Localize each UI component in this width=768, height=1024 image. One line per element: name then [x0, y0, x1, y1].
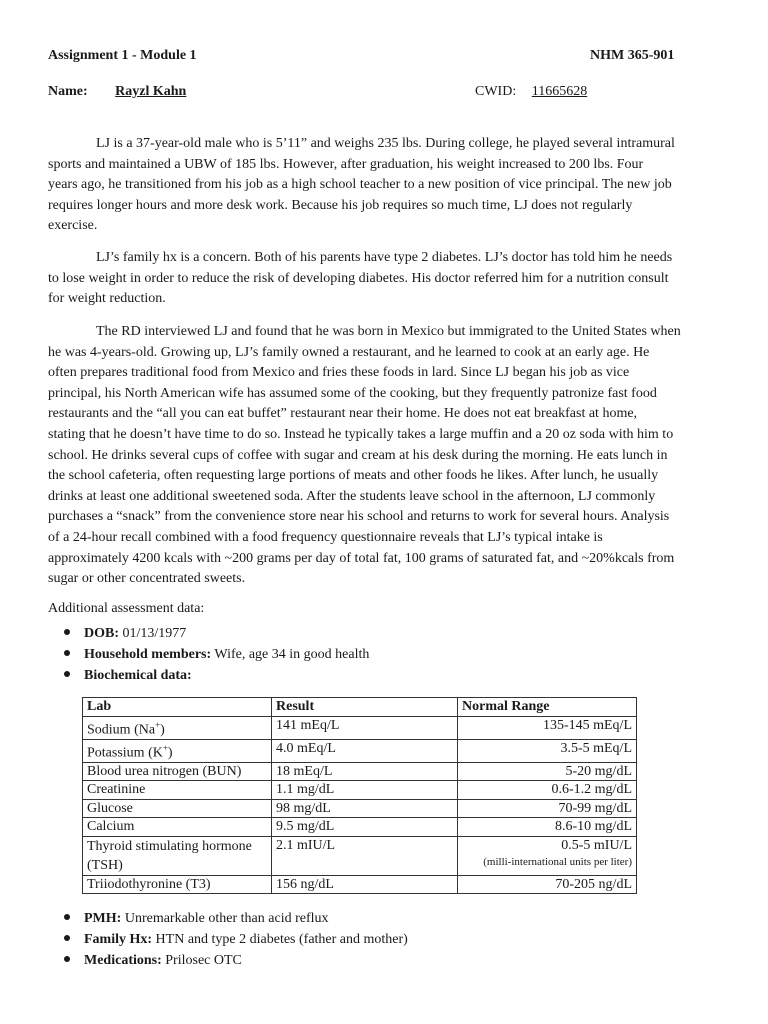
lab-cell: [83, 739, 272, 762]
range-value: 8.6-10 mg/dL: [555, 819, 632, 835]
table-row: [83, 799, 637, 818]
lab-name: Calcium: [87, 819, 135, 835]
course-code: NHM 365-901: [590, 48, 675, 63]
cwid-value: 11665628: [531, 84, 588, 99]
lab-cell: [83, 875, 272, 894]
range-value: 0.6-1.2 mg/dL: [551, 782, 632, 798]
result-cell: [272, 818, 458, 837]
cwid-field: [475, 84, 712, 100]
paragraph-1: [48, 134, 728, 237]
paragraph-line: of a 24-hour recall combined with a food frequency questionnaire reveals that LJ’s typical intake is: [48, 529, 603, 545]
bullet-item: [64, 950, 408, 971]
bullet-icon: [64, 671, 70, 677]
bullet-value: 01/13/1977: [119, 626, 187, 641]
paragraph-line: stating that he doesn’t have time to do so. Instead he typically takes a large muffin and a 20 oz soda with him to: [48, 426, 674, 442]
range-value: 135-145 mEq/L: [542, 717, 632, 733]
range-cell: [458, 739, 637, 762]
table-row: [83, 875, 637, 894]
bullet-icon: [64, 956, 70, 962]
cwid-label: CWID:: [475, 84, 517, 99]
lab-name: Creatinine: [87, 782, 146, 798]
paragraph-line: sports and maintained a UBW of 185 lbs. However, after graduation, his weight increased to 200 lbs. Four: [48, 156, 644, 172]
bullet-label: DOB:: [84, 626, 119, 641]
paragraph-line: purchases a “snack” from the convenience store near his school and returns to work for several hours. Analysis: [48, 509, 670, 525]
bullet-item: [64, 623, 369, 644]
assignment-title: Assignment 1 - Module 1: [48, 48, 197, 63]
range-cell: [458, 836, 637, 875]
lab-cell: [83, 818, 272, 837]
bullet-icon: [64, 935, 70, 941]
bullet-label: PMH:: [84, 911, 122, 926]
name-field: [48, 84, 369, 100]
paragraph-line: LJ’s family hx is a concern. Both of his parents have type 2 diabetes. LJ’s doctor has told him he needs: [96, 250, 673, 265]
bullet-label: Household members:: [84, 647, 212, 662]
bullet-value: HTN and type 2 diabetes (father and mother): [152, 932, 408, 947]
bullet-value: Wife, age 34 in good health: [211, 647, 370, 662]
result-cell: [272, 836, 458, 875]
result-value: 156 ng/dL: [276, 876, 334, 892]
bullet-item: [64, 929, 408, 950]
result-cell: [272, 739, 458, 762]
paragraph-3: [48, 322, 728, 590]
paragraph-line: school. He drinks several cups of coffee with sugar and cream at his desk during the morning. He eats lunch in: [48, 447, 668, 463]
column-header: Lab: [83, 698, 272, 717]
bullet-value: Prilosec OTC: [161, 953, 242, 968]
range-cell: [458, 818, 637, 837]
paragraph-line: LJ is a 37-year-old male who is 5’11” and weighs 235 lbs. During college, he played several intramural: [96, 136, 675, 151]
lab-cell: [83, 762, 272, 781]
paragraph-line: requires longer hours and more desk work. Because his job requires so much time, LJ does not regularly: [48, 197, 633, 213]
lab-cell: [83, 799, 272, 818]
paragraph-2: [48, 248, 728, 310]
table-row: [83, 716, 637, 739]
paragraph-line: The RD interviewed LJ and found that he was born in Mexico but immigrated to the United States when: [96, 324, 681, 339]
range-value: 5-20 mg/dL: [565, 763, 632, 779]
cwid-value-line: [526, 84, 712, 100]
table-row: [83, 781, 637, 800]
lab-cell: [83, 836, 272, 875]
table-header-row: [83, 698, 637, 717]
column-header: Normal Range: [458, 698, 637, 717]
paragraph-line: drinks at least one additional sweetened soda. After the students leave school in the afternoon, LJ commonly: [48, 488, 656, 504]
paragraph-line: principal, his North American wife has assumed some of the cooking, but they frequently patronize fast food: [48, 385, 657, 401]
additional-assessment-label: Additional assessment data:: [48, 601, 205, 616]
result-cell: [272, 762, 458, 781]
result-cell: [272, 716, 458, 739]
history-list: [64, 908, 408, 971]
range-value: 70-205 ng/dL: [555, 876, 632, 892]
bullet-icon: [64, 629, 70, 635]
name-value: Rayzl Kahn: [115, 84, 187, 99]
range-value: 70-99 mg/dL: [558, 800, 632, 816]
assessment-list: [64, 623, 369, 686]
range-cell: [458, 875, 637, 894]
table-row: [83, 739, 637, 762]
paragraph-line: he was 4-years-old. Growing up, LJ’s family owned a restaurant, and he learned to cook at an early age. He: [48, 344, 650, 360]
lab-name: Glucose: [87, 800, 133, 816]
paragraph-line: years ago, he transitioned from his job as a high school teacher to a new position of vice principal. The new job: [48, 177, 672, 193]
result-value: 141 mEq/L: [276, 717, 340, 733]
bullet-item: [64, 908, 408, 929]
bullet-label: Biochemical data:: [84, 668, 192, 683]
result-cell: [272, 781, 458, 800]
lab-cell: [83, 716, 272, 739]
bullet-icon: [64, 914, 70, 920]
paragraph-line: to lose weight in order to reduce the risk of developing diabetes. His doctor referred him for a nutrition consult: [48, 270, 669, 286]
lab-superscript: +: [155, 719, 161, 730]
lab-cell: [83, 781, 272, 800]
lab-name: Triiodothyronine (T3): [87, 876, 211, 892]
result-value: 1.1 mg/dL: [276, 782, 335, 798]
result-value: 18 mEq/L: [276, 763, 333, 779]
lab-name-end: ): [160, 722, 165, 738]
result-value: 98 mg/dL: [276, 800, 331, 816]
range-note: (milli-international units per liter): [483, 856, 632, 869]
lab-name: Potassium (K: [87, 745, 163, 761]
lab-name-end: ): [167, 745, 173, 761]
table-row: [83, 762, 637, 781]
lab-superscript: +: [162, 742, 168, 753]
bullet-item: [64, 644, 369, 665]
paragraph-line: approximately 4200 kcals with ~200 grams per day of total fat, 100 grams of saturated fat, and ~20%kcals from: [48, 550, 675, 566]
paragraph-line: the school cafeteria, often requesting large portions of meats and other foods he likes. After lunch, he usually: [48, 468, 659, 484]
paragraph-line: often prepares traditional food from Mexico and fries these foods in lard. Since LJ began his job as vice: [48, 365, 630, 381]
name-value-line: [95, 84, 369, 100]
range-value: 0.5-5 mIU/L: [561, 837, 632, 853]
paragraph-line: sugar or other concentrated sweets.: [48, 571, 246, 587]
paragraph-line: restaurants and the “all you can eat buffet” restaurant near their home. He does not eat breakfast at home,: [48, 406, 638, 422]
range-cell: [458, 716, 637, 739]
table-row: [83, 818, 637, 837]
result-cell: [272, 799, 458, 818]
bullet-label: Medications:: [84, 953, 162, 968]
bullet-value: Unremarkable other than acid reflux: [121, 911, 329, 926]
result-value: 4.0 mEq/L: [276, 740, 336, 756]
paragraph-line: for weight reduction.: [48, 291, 166, 307]
paragraph-line: exercise.: [48, 218, 98, 234]
result-value: 2.1 mIU/L: [276, 837, 336, 853]
bullet-item: [64, 665, 369, 686]
bullet-label: Family Hx:: [84, 932, 153, 947]
biochemical-data-table: [82, 697, 637, 894]
bullet-icon: [64, 650, 70, 656]
result-cell: [272, 875, 458, 894]
range-value: 3.5-5 mEq/L: [560, 740, 632, 756]
table-row: [83, 836, 637, 875]
name-label: Name:: [48, 84, 88, 99]
lab-name: Blood urea nitrogen (BUN): [87, 763, 242, 779]
range-cell: [458, 799, 637, 818]
range-cell: [458, 762, 637, 781]
result-value: 9.5 mg/dL: [276, 819, 335, 835]
column-header: Result: [272, 698, 458, 717]
lab-name: Sodium (Na: [87, 722, 156, 738]
lab-name: Thyroid stimulating hormone (TSH): [87, 838, 252, 873]
range-cell: [458, 781, 637, 800]
